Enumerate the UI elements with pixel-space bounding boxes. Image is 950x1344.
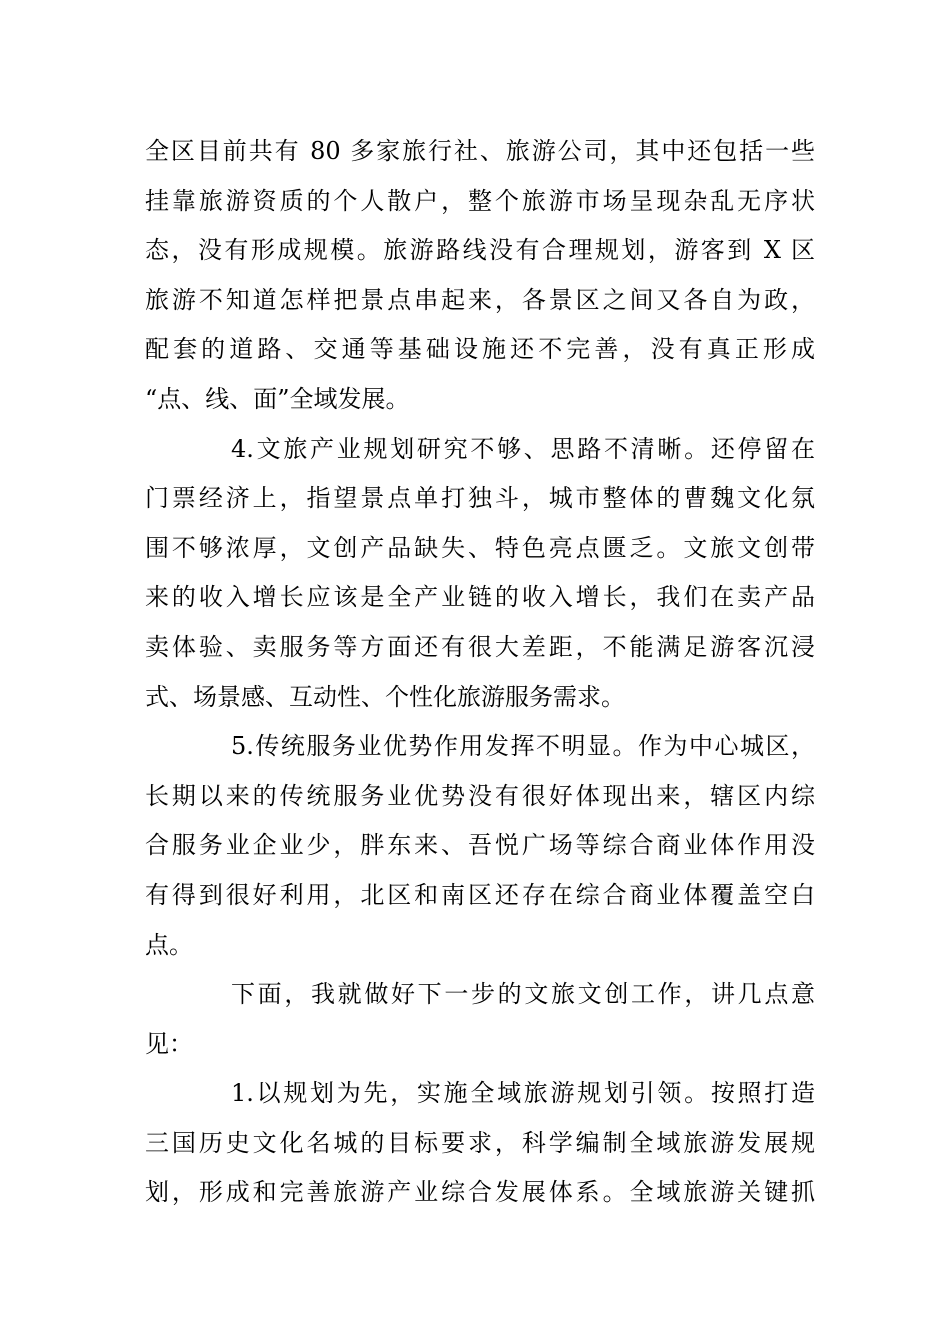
text-line: 5.传统服务业优势作用发挥不明显。作为中心城区， [231, 732, 815, 761]
text-line: 划，形成和完善旅游产业综合发展体系。全域旅游关键抓 [145, 1178, 815, 1207]
text-line: 1.以规划为先，实施全域旅游规划引领。按照打造 [231, 1079, 815, 1108]
text-line: 围不够浓厚，文创产品缺失、特色亮点匮乏。文旅文创带 [145, 533, 815, 562]
document-body [145, 127, 815, 1218]
text-line: 挂靠旅游资质的个人散户，整个旅游市场呈现杂乱无序状 [145, 186, 815, 215]
text-line: 三国历史文化名城的目标要求，科学编制全域旅游发展规 [145, 1128, 815, 1157]
text-line: 门票经济上，指望景点单打独斗，城市整体的曹魏文化氛 [145, 484, 815, 513]
text-line: “点、线、面”全域发展。 [145, 384, 410, 413]
text-line: 全区目前共有 80 多家旅行社、旅游公司，其中还包括一些 [145, 137, 815, 165]
text-line: 点。 [145, 930, 193, 959]
text-line: 下面，我就做好下一步的文旅文创工作，讲几点意 [231, 980, 815, 1009]
text-line: 卖体验、卖服务等方面还有很大差距，不能满足游客沉浸 [145, 632, 815, 661]
text-line: 长期以来的传统服务业优势没有很好体现出来，辖区内综 [145, 781, 815, 810]
text-line: 见： [145, 1029, 193, 1058]
text-line: 配套的道路、交通等基础设施还不完善，没有真正形成 [145, 335, 815, 364]
text-line: 4.文旅产业规划研究不够、思路不清晰。还停留在 [231, 434, 815, 463]
text-line: 合服务业企业少，胖东来、吾悦广场等综合商业体作用没 [145, 831, 815, 860]
text-line: 有得到很好利用，北区和南区还存在综合商业体覆盖空白 [145, 880, 815, 909]
text-line: 式、场景感、互动性、个性化旅游服务需求。 [145, 682, 625, 711]
text-line: 来的收入增长应该是全产业链的收入增长，我们在卖产品 [145, 583, 815, 612]
text-line: 态，没有形成规模。旅游路线没有合理规划，游客到 X 区 [145, 236, 815, 265]
text-line: 旅游不知道怎样把景点串起来，各景区之间又各自为政， [145, 285, 815, 314]
